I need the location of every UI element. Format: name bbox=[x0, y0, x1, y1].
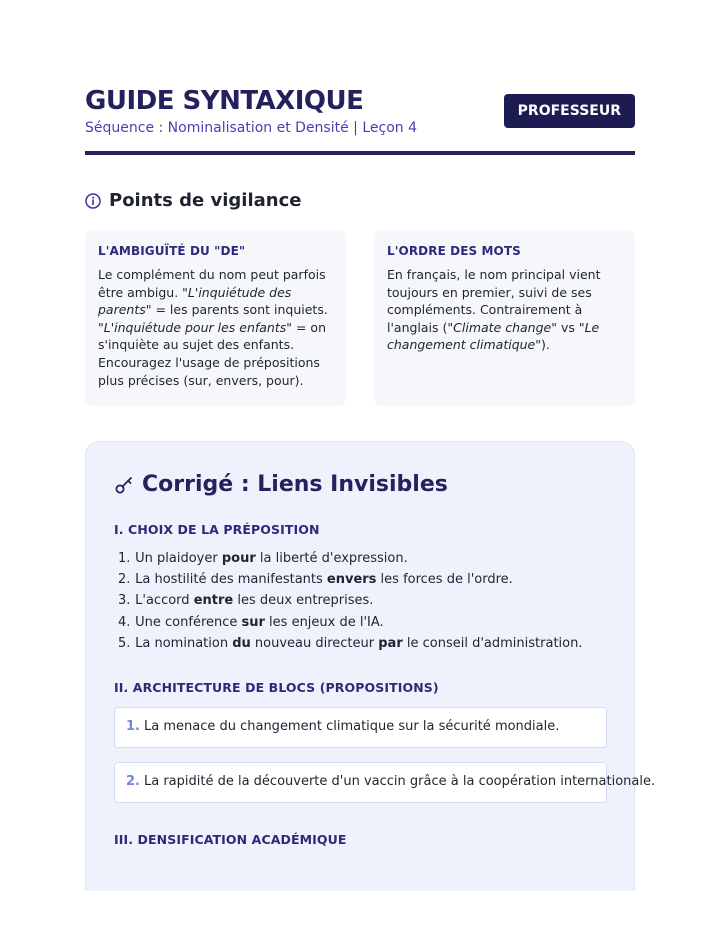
preposition-list bbox=[118, 548, 582, 654]
vigilance-heading bbox=[85, 190, 301, 211]
section-title-preposition: I. CHOIX DE LA PRÉPOSITION bbox=[114, 522, 320, 537]
card-example: "L'inquiétude des parents" bbox=[98, 284, 292, 318]
card-ambiguity bbox=[85, 230, 346, 406]
corrige-panel bbox=[85, 441, 656, 891]
proposition-block bbox=[114, 707, 607, 748]
card-text: = les parents sont inquiets. bbox=[151, 302, 328, 318]
card-text: En français, le nom principal vient toujours en premier, suivi de ses compléments. Contrairement à l'anglais ( bbox=[387, 267, 601, 335]
block-text: La menace du changement climatique sur la sécurité mondiale. bbox=[143, 719, 560, 734]
card-title: L'AMBIGUÏTÉ DU "DE" bbox=[98, 244, 246, 258]
card-example: "Climate change" bbox=[447, 319, 557, 335]
card-title: L'ORDRE DES MOTS bbox=[387, 244, 521, 258]
section-title-densification: III. DENSIFICATION ACADÉMIQUE bbox=[114, 832, 347, 847]
list-item: 3. L'accord entre les deux entreprises. bbox=[118, 593, 374, 609]
card-body bbox=[387, 266, 622, 354]
proposition-block bbox=[114, 762, 656, 803]
card-example: "L'inquiétude pour les enfants" bbox=[98, 319, 293, 335]
page-subtitle: Séquence : Nominalisation et Densité | Leçon 4 bbox=[85, 120, 417, 136]
card-text: = on s'inquiète au sujet des enfants. bbox=[98, 319, 327, 353]
list-item: 1. Un plaidoyer pour la liberté d'expression. bbox=[118, 551, 408, 566]
info-circle-icon bbox=[85, 193, 101, 209]
card-text: ). bbox=[541, 337, 550, 353]
block-text: La rapidité de la découverte d'un vaccin grâce à la coopération internationale. bbox=[143, 774, 656, 789]
block-number: 2. bbox=[126, 774, 140, 789]
list-item: 2. La hostilité des manifestants envers les forces de l'ordre. bbox=[118, 572, 513, 588]
key-icon bbox=[114, 475, 134, 495]
header-divider bbox=[85, 151, 635, 155]
card-word-order bbox=[374, 230, 635, 406]
list-item: 4. Une conférence sur les enjeux de l'IA. bbox=[118, 614, 384, 630]
corrige-heading bbox=[114, 472, 448, 497]
block-number: 1. bbox=[126, 719, 140, 734]
section-title-architecture: II. ARCHITECTURE DE BLOCS (PROPOSITIONS) bbox=[114, 680, 439, 695]
card-example: "Le changement climatique" bbox=[387, 319, 600, 353]
role-badge: PROFESSEUR bbox=[504, 94, 635, 128]
card-text: Encouragez l'usage de prépositions plus précises (sur, envers, pour). bbox=[98, 354, 320, 388]
page-title: GUIDE SYNTAXIQUE bbox=[85, 86, 364, 116]
list-item: 5. La nomination du nouveau directeur par le conseil d'administration. bbox=[118, 635, 583, 651]
card-text: Le complément du nom peut parfois être ambigu. bbox=[98, 267, 326, 300]
page-header bbox=[85, 84, 635, 138]
card-body bbox=[98, 266, 333, 389]
corrige-title: Corrigé : Liens Invisibles bbox=[142, 472, 448, 497]
vigilance-title: Points de vigilance bbox=[109, 190, 302, 211]
card-text: vs bbox=[556, 319, 579, 335]
